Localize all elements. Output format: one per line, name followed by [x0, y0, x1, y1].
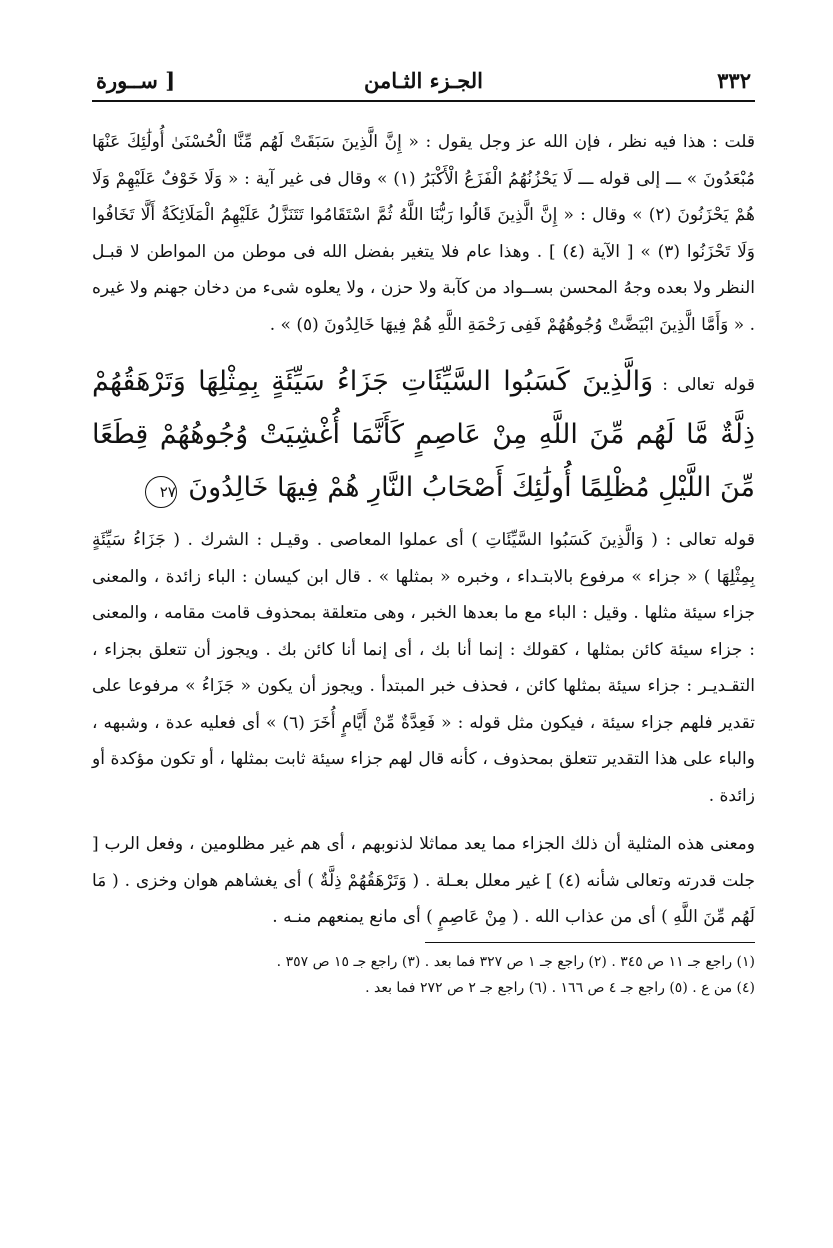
commentary-paragraph-3: ومعنى هذه المثلية أن ذلك الجزاء مما يعد مماثلا لذنوبهم ، أى هم غير مظلومين ، وفعل الرب [ جلت قدرته وتعالى شأنه (٤) ] غير معلل بعـلة . ( وَتَرْهَقُهُمْ ذِلَّةٌ ) أى يغشاهم هوان وخزى . ( مَا لَهُم مِّنَ اللَّهِ ) أى من عذاب الله . ( مِنْ عَاصِمٍ ) أى مانع يمنعهم منـه .	[92, 834, 755, 927]
verse-intro: قوله تعالى :	[662, 375, 755, 395]
commentary-paragraph-1: قلت : هذا فيه نظر ، فإن الله عز وجل يقول : « إِنَّ الَّذِينَ سَبَقَتْ لَهُم مِّنَّا الْحُسْنَىٰ أُولَٰئِكَ عَنْهَا مُبْعَدُونَ » ـــ إلى قوله ـــ لَا يَحْزُنُهُمُ الْفَزَعُ الْأَكْبَرُ (١) » وقال فى غير آية : « وَلَا خَوْفٌ عَلَيْهِمْ وَلَا هُمْ يَحْزَنُونَ (٢) » وقال : « إِنَّ الَّذِينَ قَالُوا رَبُّنَا اللَّهُ ثُمَّ اسْتَقَامُوا تَتَنَزَّلُ عَلَيْهِمُ الْمَلَائِكَةُ أَلَّا تَخَافُوا وَلَا تَحْزَنُوا (٣) » [ الآية (٤) ] . وهذا عام فلا يتغير بفضل الله فى موطن من المواطن لا قبـل النظر ولا بعده وجهُ المحسن بســواد من كآبة ولا حزن ، ولا يعلوه شىء من دخان جهنم ولا غيره . « وَأَمَّا الَّذِينَ ابْيَضَّتْ وُجُوهُهُمْ فَفِى رَحْمَةِ اللَّهِ هُمْ فِيهَا خَالِدُونَ (٥) » .	[92, 132, 755, 335]
quran-verse	[92, 357, 755, 516]
page-header	[92, 60, 755, 102]
verse-text: وَالَّذِينَ كَسَبُوا السَّيِّئَاتِ جَزَاءُ سَيِّئَةٍ بِمِثْلِهَا وَتَرْهَقُهُمْ ذِلَّةٌ مَّا لَهُم مِّنَ اللَّهِ مِنْ عَاصِمٍ كَأَنَّمَا أُغْشِيَتْ وُجُوهُهُمْ قِطَعًا مِّنَ اللَّيْلِ مُظْلِمًا أُولَٰئِكَ أَصْحَابُ النَّارِ هُمْ فِيهَا خَالِدُونَ	[92, 366, 755, 503]
commentary-paragraph-2: قوله تعالى : ( وَالَّذِينَ كَسَبُوا السَّيِّئَاتِ ) أى عملوا المعاصى . وقيـل : الشرك . ( جَزَاءُ سَيِّئَةٍ بِمِثْلِهَا ) « جزاء » مرفوع بالابتـداء ، وخبره « بمثلها » . قال ابن كيسان : الباء زائدة ، والمعنى جزاء سيئة مثلها . وقيل : الباء مع ما بعدها الخبر ، وهى متعلقة بمحذوف قامت مقامه ، والمعنى : جزاء سيئة كائن بمثلها ، كقولك : إنما أنا بك ، أى إنما أنا كائن بك . ويجوز أن تتعلق بجزاء ، التقـديـر : جزاء سيئة بمثلها كائن ، فحذف خبر المبتدأ . ويجوز أن يكون « جَزَاءُ » مرفوعا على تقدير فلهم جزاء سيئة ، فيكون مثل قوله : « فَعِدَّةٌ مِّنْ أَيَّامٍ أُخَرَ (٦) » أى فعليه عدة ، وشبهه ، والباء على هذا التقدير تتعلق بمحذوف ، كأنه قال لهم جزاء سيئة ثابت بمثلها ، أو تكون مؤكدة أو زائدة .	[92, 530, 755, 806]
ayah-number-badge: ٢٧	[145, 476, 177, 508]
footnote-line-1: (١) راجع جـ ١١ ص ٣٤٥ . (٢) راجع جـ ١ ص ٣٢٧ فما بعد . (٣) راجع جـ ١٥ ص ٣٥٧ .	[276, 953, 755, 970]
page-number: ٣٣٢	[717, 68, 751, 93]
surah-label: [ ســورة	[96, 68, 176, 93]
footnote-line-2: (٤) من ع . (٥) راجع جـ ٤ ص ١٦٦ . (٦) راجع جـ ٢ ص ٢٧٢ فما بعد .	[365, 979, 755, 996]
running-title: الجـزء الثـامن	[363, 68, 484, 93]
footnote-divider	[425, 942, 755, 943]
